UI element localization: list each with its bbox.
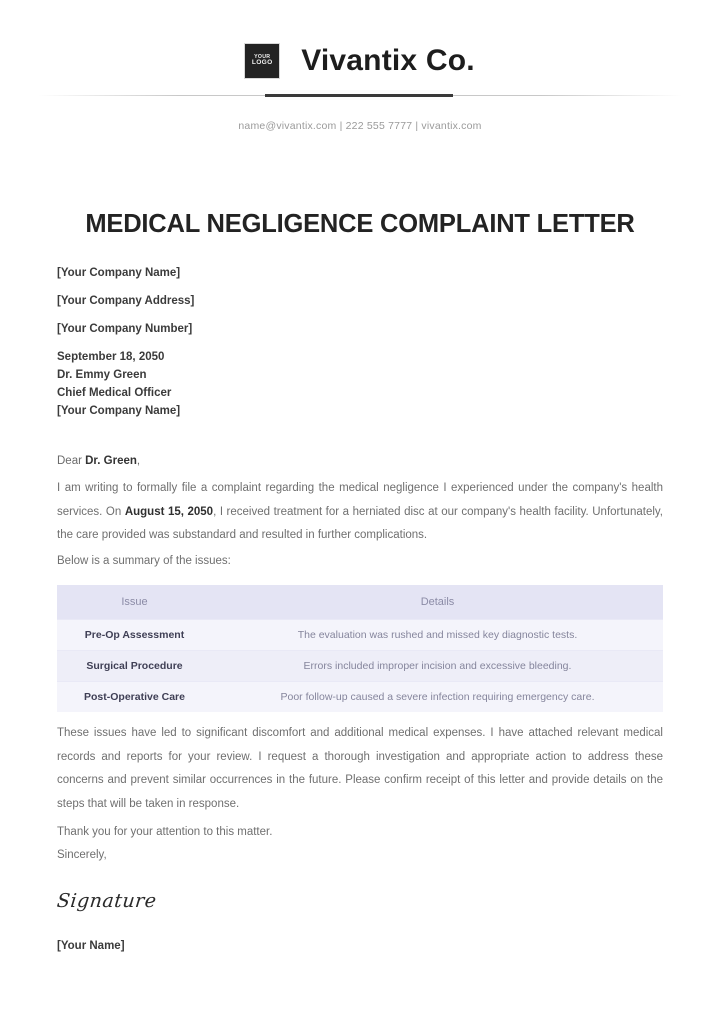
- issues-table: [57, 585, 663, 712]
- cell-issue: Post-Operative Care: [57, 682, 212, 713]
- salutation: [57, 455, 663, 467]
- salutation-name: Dr. Green: [85, 455, 137, 467]
- header-divider: [0, 94, 720, 98]
- paragraph-1-part-1: I am writing to formally file a complaint regarding the medical negligence I experienced under the company's health services. On: [57, 482, 663, 518]
- recipient-role: Chief Medical Officer: [57, 387, 172, 399]
- your-logo-mark-icon: [245, 44, 279, 78]
- logo-line-2: LOGO: [251, 59, 273, 67]
- table-row: [57, 651, 663, 682]
- brand-row: [0, 44, 720, 78]
- closing-block: [57, 821, 663, 868]
- paragraph-1-part-2: , I received treatment for a herniated disc at our company's health facility. Unfortunately, the care provided was substandard and resulted in further complications.: [57, 505, 663, 542]
- body-paragraph-1: [57, 477, 663, 548]
- contact-line: name@vivantix.com | 222 555 7777 | vivantix.com: [238, 120, 482, 132]
- table-row: [57, 620, 663, 651]
- recipient-company: [Your Company Name]: [57, 405, 181, 417]
- recipient-block: [57, 351, 663, 417]
- sender-company-name: [Your Company Name]: [57, 267, 181, 279]
- letter-content: [0, 210, 720, 952]
- signature-script: Signature: [55, 889, 158, 912]
- thank-you-line: Thank you for your attention to this matter.: [57, 825, 273, 838]
- sender-address-block: [57, 267, 663, 335]
- body-paragraph-2: These issues have led to significant discomfort and additional medical expenses. I have attached relevant medical records and reports for your review. I request a thorough investigation and appropriate action to address these concerns and prevent similar occurrences in the future. Please confirm receipt of this letter and provide details on the steps that will be taken in response.: [57, 727, 663, 810]
- cell-issue: Pre-Op Assessment: [57, 620, 212, 651]
- salutation-suffix: ,: [136, 455, 141, 467]
- table-head: [57, 585, 663, 620]
- sign-off-line: Sincerely,: [57, 849, 107, 862]
- salutation-prefix: Dear: [57, 455, 86, 467]
- cell-details: The evaluation was rushed and missed key diagnostic tests.: [212, 620, 663, 651]
- cell-details: Errors included improper incision and excessive bleeding.: [212, 651, 663, 682]
- sender-company-address: [Your Company Address]: [57, 295, 195, 307]
- sender-company-number: [Your Company Number]: [57, 323, 193, 335]
- cell-issue: Surgical Procedure: [57, 651, 212, 682]
- signature-area: [57, 868, 663, 912]
- cell-details: Poor follow-up caused a severe infection requiring emergency care.: [212, 682, 663, 713]
- column-header-issue: Issue: [57, 585, 212, 620]
- signer-name: [Your Name]: [57, 939, 125, 952]
- letter-date: September 18, 2050: [57, 351, 165, 363]
- divider-accent-bar: [265, 94, 453, 97]
- table-lead-in: Below is a summary of the issues:: [57, 554, 231, 567]
- table-header-row: [57, 585, 663, 620]
- column-header-details: Details: [212, 585, 663, 620]
- letterhead: [0, 0, 720, 132]
- recipient-name: Dr. Emmy Green: [57, 369, 147, 381]
- brand-name: Vivantix Co.: [301, 44, 475, 77]
- logo-line-1: YOUR: [254, 53, 271, 60]
- page-title: MEDICAL NEGLIGENCE COMPLAINT LETTER: [85, 210, 635, 238]
- incident-date: August 15, 2050: [124, 505, 214, 518]
- table-body: [57, 620, 663, 713]
- table-row: [57, 682, 663, 713]
